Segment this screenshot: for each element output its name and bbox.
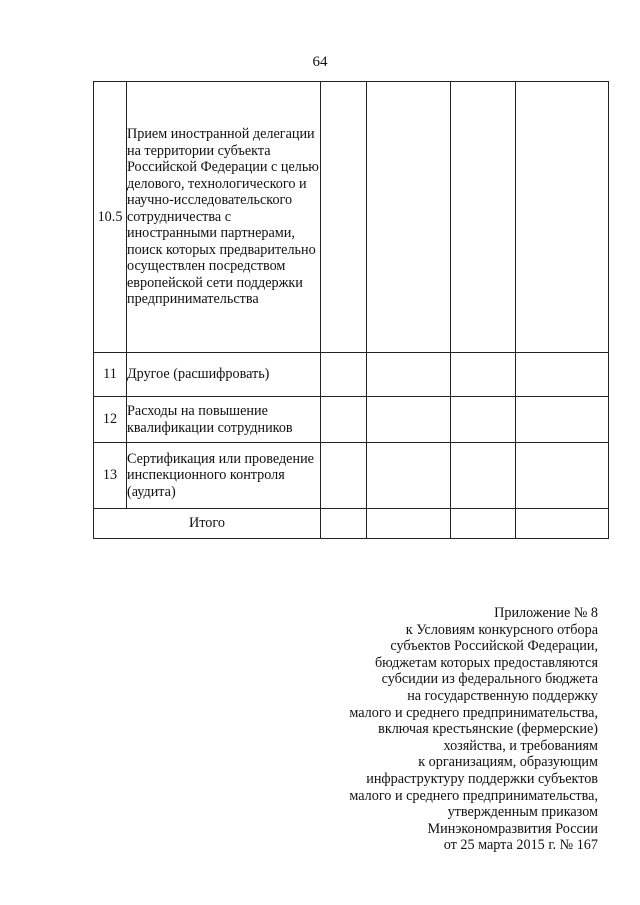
appendix-line: субъектов Российской Федерации, — [390, 638, 598, 655]
empty-cell — [367, 443, 451, 509]
empty-cell — [367, 397, 451, 443]
appendix-line: от 25 марта 2015 г. № 167 — [443, 837, 598, 854]
empty-cell — [321, 353, 367, 397]
total-label: Итого — [94, 509, 321, 539]
empty-cell — [516, 82, 609, 353]
empty-cell — [451, 509, 516, 539]
row-number: 10.5 — [94, 82, 127, 353]
row-description: Другое (расшифровать) — [127, 353, 321, 397]
appendix-note — [278, 605, 598, 854]
empty-cell — [516, 397, 609, 443]
empty-cell — [451, 353, 516, 397]
empty-cell — [516, 509, 609, 539]
empty-cell — [516, 353, 609, 397]
row-number: 13 — [94, 443, 127, 509]
appendix-line: бюджетам которых предоставляются — [374, 654, 598, 671]
empty-cell — [516, 443, 609, 509]
appendix-line: хозяйства, и требованиям — [443, 737, 598, 754]
appendix-line: субсидии из федерального бюджета — [381, 671, 598, 688]
appendix-line: малого и среднего предпринимательства, — [349, 704, 598, 721]
empty-cell — [321, 82, 367, 353]
row-number: 11 — [94, 353, 127, 397]
empty-cell — [451, 443, 516, 509]
appendix-line: включая крестьянские (фермерские) — [378, 721, 598, 738]
appendix-line: на государственную поддержку — [407, 687, 598, 704]
empty-cell — [367, 82, 451, 353]
row-description: Сертификация или проведение инспекционного контроля (аудита) — [127, 443, 321, 509]
appendix-line: к Условиям конкурсного отбора — [405, 621, 598, 638]
row-number: 12 — [94, 397, 127, 443]
empty-cell — [321, 509, 367, 539]
table-row — [94, 397, 609, 443]
appendix-line: к организациям, образующим — [418, 754, 598, 771]
empty-cell — [451, 82, 516, 353]
appendix-line: малого и среднего предпринимательства, — [349, 787, 598, 804]
expense-table — [93, 81, 609, 539]
appendix-line: инфраструктуру поддержки субъектов — [366, 770, 598, 787]
empty-cell — [367, 353, 451, 397]
row-description: Прием иностранной делегации на территории субъекта Российской Федерации с целью делового, технологического и научно-исследовательского сотрудничества с иностранными партнерами, поиск которых предварительно осуществлен посредством европейской сети поддержки предпринимательства — [127, 82, 321, 353]
table-row — [94, 353, 609, 397]
table-row — [94, 82, 609, 353]
appendix-line: Приложение № 8 — [494, 605, 598, 621]
row-description: Расходы на повышение квалификации сотрудников — [127, 397, 321, 443]
table-row — [94, 443, 609, 509]
total-row — [94, 509, 609, 539]
empty-cell — [321, 397, 367, 443]
empty-cell — [367, 509, 451, 539]
appendix-line: утвержденным приказом — [447, 804, 598, 821]
empty-cell — [321, 443, 367, 509]
page-number: 64 — [312, 54, 328, 70]
appendix-line: Минэкономразвития России — [427, 820, 598, 837]
empty-cell — [451, 397, 516, 443]
